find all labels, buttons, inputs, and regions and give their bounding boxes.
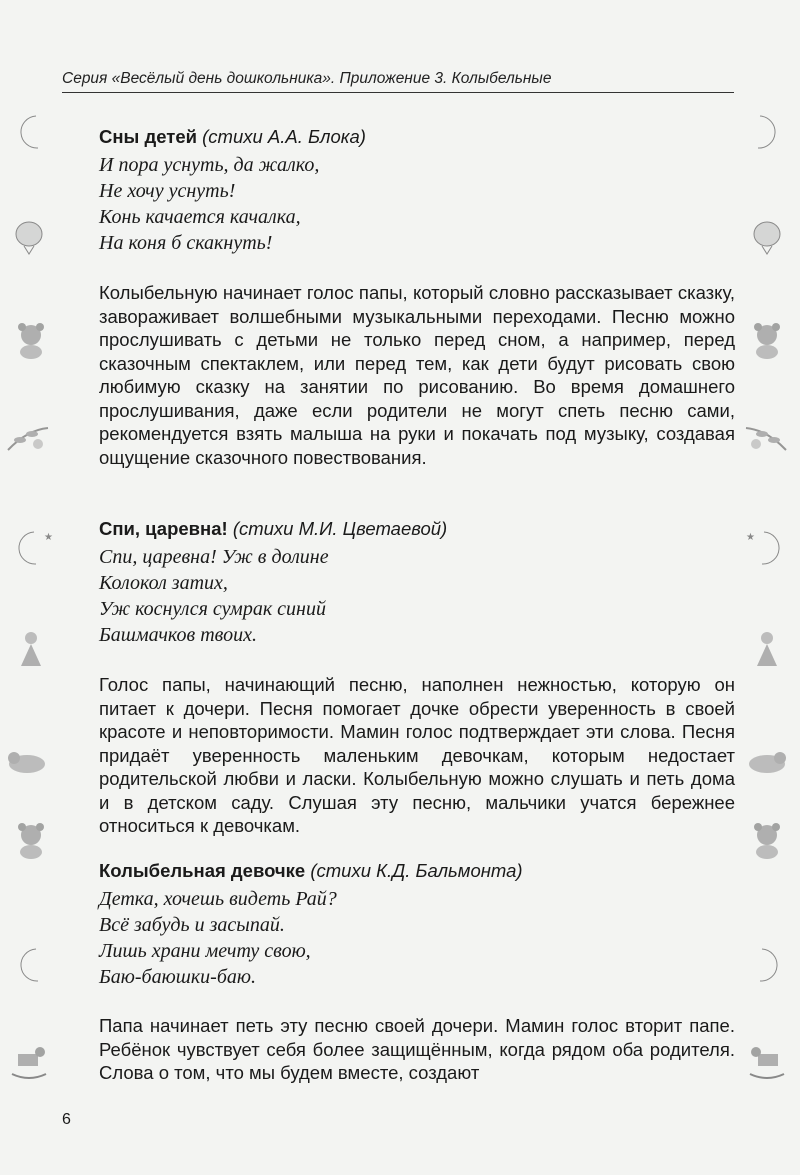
poem-line: Башмачков твоих.: [99, 624, 257, 646]
leaf-branch-icon: [4, 420, 50, 460]
poem-line: Колокол затих,: [99, 572, 228, 594]
song-block-1: [99, 126, 735, 256]
teddy-bear-icon: [744, 820, 790, 860]
poem-line: Не хочу уснуть!: [99, 180, 236, 202]
poem-line: Уж коснулся сумрак синий: [99, 598, 326, 620]
moon-icon: [8, 112, 54, 152]
teddy-bear-icon: [8, 820, 54, 860]
body-paragraph: Папа начинает петь эту песню своей дочери. Мамин голос вторит папе. Ребёнок чувствует себя более защищённым, когда рядом оба родителя. Слова о том, что мы будем вместе, создают: [99, 1015, 735, 1083]
doll-icon: [8, 628, 54, 668]
sleeping-cat-icon: [4, 738, 50, 778]
poem-line: Всё забудь и засыпай.: [99, 914, 285, 936]
crescent-moon-icon: [8, 528, 54, 568]
balloon-icon: [744, 218, 790, 258]
svg-text:★: ★: [746, 532, 755, 543]
rocking-horse-icon: [6, 1040, 52, 1080]
crescent-moon-icon: [744, 528, 790, 568]
running-header: Серия «Весёлый день дошкольника». Приложение 3. Колыбельные: [62, 70, 734, 93]
song-title: Колыбельная девочке (стихи К.Д. Бальмонта): [99, 860, 523, 881]
song-title: Сны детей (стихи А.А. Блока): [99, 126, 366, 147]
poem-line: Детка, хочешь видеть Рай?: [99, 888, 337, 910]
poem-line: Спи, царевна! Уж в долине: [99, 546, 329, 568]
poem-line: Конь качается качалка,: [99, 206, 301, 228]
body-paragraph: Колыбельную начинает голос папы, который словно рассказывает сказку, завораживает волшебными музыкальными переходами. Песню можно прослушивать с детьми не только перед сном, а например, перед сказочным спектаклем, или перед тем, как дети будут рисовать свою любимую сказку на занятии по рисованию. Во время домашнего прослушивания, даже если родители не могут спеть песню сами, рекомендуется взять малыша на руки и покачать под музыку, создавая ощущение сказочного повествования.: [99, 282, 735, 468]
song-credit: (стихи К.Д. Бальмонта): [310, 860, 523, 881]
teddy-bear-icon: [744, 320, 790, 360]
paragraph-3: [99, 1014, 735, 1085]
moon-icon: [8, 945, 54, 985]
svg-text:★: ★: [44, 532, 53, 543]
page-number: 6: [62, 1111, 71, 1128]
song-credit: (стихи М.И. Цветаевой): [232, 518, 448, 539]
rocking-horse-icon: [744, 1040, 790, 1080]
poem-line: На коня б скакнуть!: [99, 232, 273, 254]
poem-line: Баю-баюшки-баю.: [99, 966, 256, 988]
song-block-3: [99, 860, 735, 990]
moon-icon: [742, 112, 788, 152]
song-credit: (стихи А.А. Блока): [202, 126, 366, 147]
song-block-2: [99, 518, 735, 648]
song-title: Спи, царевна! (стихи М.И. Цветаевой): [99, 518, 448, 539]
sleeping-cat-icon: [744, 738, 790, 778]
paragraph-2: [99, 673, 735, 838]
teddy-bear-icon: [8, 320, 54, 360]
balloon-icon: [6, 218, 52, 258]
poem-line: И пора уснуть, да жалко,: [99, 154, 320, 176]
moon-icon: [744, 945, 790, 985]
doll-icon: [744, 628, 790, 668]
paragraph-1: [99, 281, 735, 469]
poem-line: Лишь храни мечту свою,: [99, 940, 311, 962]
body-paragraph: Голос папы, начинающий песню, наполнен нежностью, которую он питает к дочери. Песня помогает дочке обрести уверенность в своей красоте и неповторимости. Мамин голос подтверждает эти слова. Песня придаёт уверенность маленьким девочкам, которым недостает родительской любви и ласки. Колыбельную можно слушать и петь дома и в детском саду. Слушая эту песню, мальчики учатся бережнее относиться к девочкам.: [99, 674, 735, 836]
leaf-branch-icon: [744, 420, 790, 460]
